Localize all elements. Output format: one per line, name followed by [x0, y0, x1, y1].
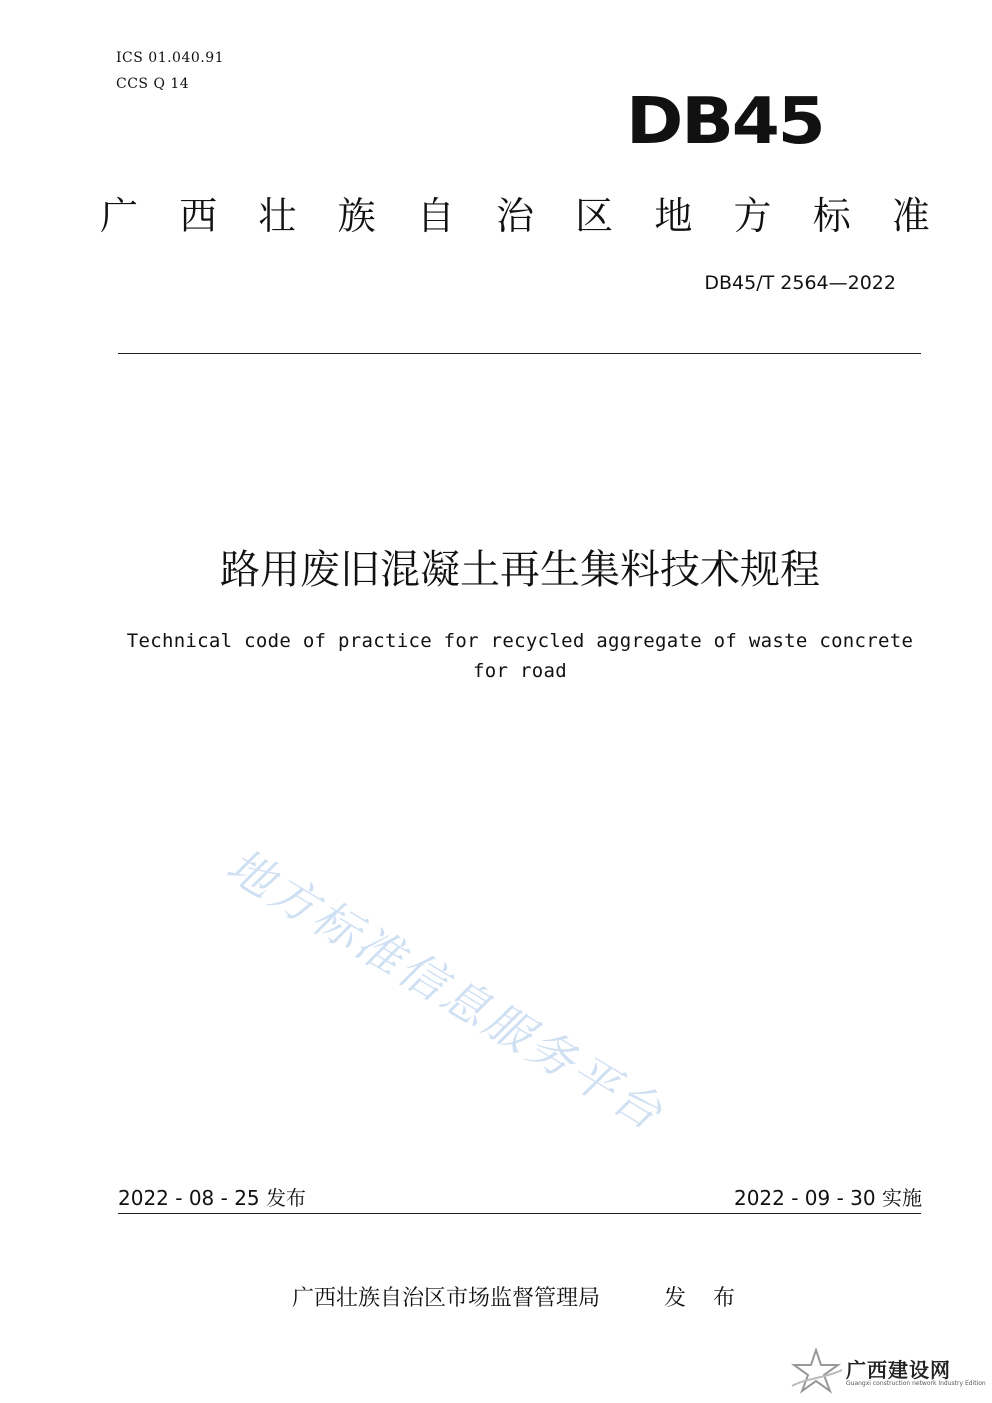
issue-date: 2022 - 08 - 25 发布: [118, 1186, 307, 1210]
issue-label: 发 布: [664, 1286, 745, 1311]
bottom-divider: [118, 1213, 921, 1214]
standard-type-char: 准: [891, 194, 930, 238]
site-logo-subtitle: Guangxi construction network Industry Edition: [846, 1380, 986, 1387]
ics-code: ICS 01.040.91: [116, 50, 225, 66]
db45-logo: [626, 85, 824, 159]
standard-type-char: 区: [575, 194, 614, 238]
star-icon: [788, 1348, 844, 1394]
standard-type-char: 自: [416, 194, 455, 238]
ccs-code: CCS Q 14: [116, 76, 190, 92]
standard-type-char: 地: [654, 194, 693, 238]
standard-type-char: 广: [100, 194, 139, 238]
logo-db-text: DB: [626, 85, 732, 159]
document-title-zh: 路用废旧混凝土再生集料技术规程: [220, 547, 820, 593]
standard-type-char: 治: [495, 194, 534, 238]
standard-type: [100, 188, 930, 244]
standard-type-char: 标: [812, 194, 851, 238]
logo-number-text: 45: [731, 85, 824, 159]
standard-type-char: 族: [337, 194, 376, 238]
site-logo-name: 广西建设网: [846, 1358, 951, 1382]
standard-type-char: 西: [179, 194, 218, 238]
top-divider: [118, 353, 921, 354]
title-en-line: Technical code of practice for recycled aggregate of waste concrete: [126, 630, 914, 652]
issuing-authority: 广西壮族自治区市场监督管理局: [292, 1286, 601, 1311]
site-logo: [788, 1348, 988, 1394]
standard-type-char: 壮: [258, 194, 297, 238]
title-en-line: for road: [473, 660, 567, 682]
standard-number: DB45/T 2564—2022: [704, 272, 896, 294]
implementation-date: 2022 - 09 - 30 实施: [733, 1186, 922, 1210]
document-title-en: [100, 626, 940, 686]
standard-type-char: 方: [733, 194, 772, 238]
watermark: 地方标准信息服务平台: [217, 837, 674, 1142]
